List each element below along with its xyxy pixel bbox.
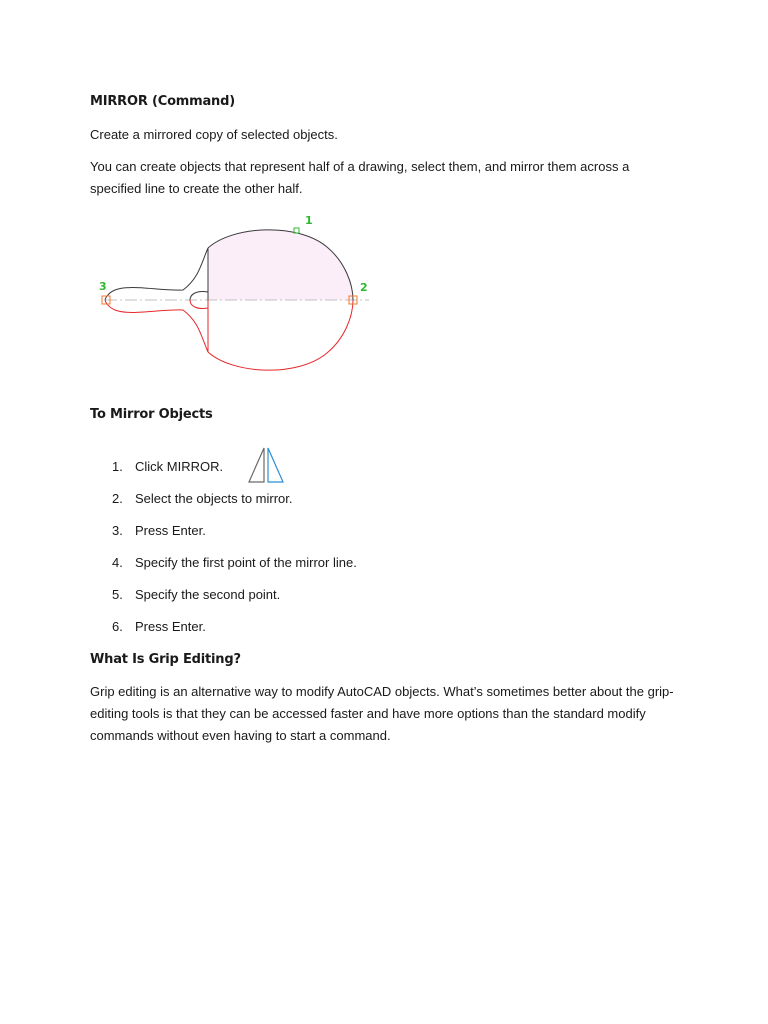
original-half-fill: [208, 230, 353, 300]
page-title: MIRROR (Command): [90, 94, 235, 109]
section-heading-grip-editing: What Is Grip Editing?: [90, 652, 241, 667]
mirror-illustration: [97, 212, 387, 380]
list-item: 1. Click MIRROR.: [112, 458, 223, 476]
mirror-icon[interactable]: [248, 446, 284, 484]
list-item: 4. Specify the first point of the mirror line.: [112, 555, 357, 570]
point-label-1: 1: [305, 214, 313, 227]
grip-editing-paragraph: Grip editing is an alternative way to modify AutoCAD objects. What’s sometimes better about the grip-editing tools is that they can be accessed faster and have more options than the standard modify commands without even having to start a command.: [90, 684, 674, 743]
list-item: 5. Specify the second point.: [112, 587, 281, 602]
description-paragraph: You can create objects that represent half of a drawing, select them, and mirror them across a specified line to create the other half.: [90, 159, 630, 196]
list-item: 2. Select the objects to mirror.: [112, 491, 293, 506]
list-item: 6. Press Enter.: [112, 619, 206, 634]
point-label-3: 3: [99, 280, 107, 293]
section-heading-mirror-objects: To Mirror Objects: [90, 407, 213, 422]
mirrored-half: [105, 300, 353, 370]
point-label-2: 2: [360, 281, 368, 294]
intro-paragraph: Create a mirrored copy of selected objects.: [90, 127, 338, 142]
list-item: 3. Press Enter.: [112, 523, 206, 538]
